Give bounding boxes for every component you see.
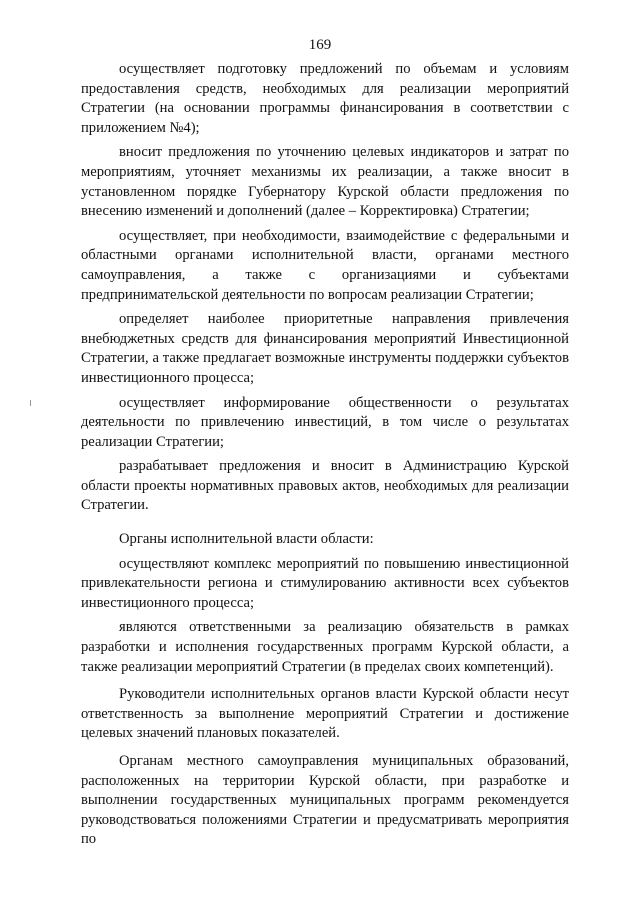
paragraph-state-programs: являются ответственными за реализацию обязательств в рамках разработки и исполнения государственных программ Курской области, а также реализации мероприятий Стратегии (в пределах своих компетенций). bbox=[81, 619, 569, 675]
paragraph-proposals-funding: осуществляет подготовку предложений по объемам и условиям предоставления средств, необходимых для реализации мероприятий Стратегии (на основании программы финансирования в соответствии с приложением №4); bbox=[81, 61, 569, 136]
scan-mark bbox=[30, 400, 31, 406]
paragraph-investment-attractiveness: осуществляют комплекс мероприятий по повышению инвестиционной привлекательности региона и стимулированию активности всех субъектов инвестиционного процесса; bbox=[81, 555, 569, 611]
page-number: 169 bbox=[308, 37, 332, 53]
paragraph-priority-directions: определяет наиболее приоритетные направления привлечения внебюджетных средств для финансирования мероприятий Инвестиционной Стратегии, а также предлагает возможные инструменты поддержки субъектов инвестиционного процесса; bbox=[81, 311, 569, 386]
paragraph-heads-responsibility: Руководители исполнительных органов власти Курской области несут ответственность за выполнение мероприятий Стратегии и достижение целевых значений плановых показателей. bbox=[81, 686, 569, 742]
paragraph-public-information: осуществляет информирование общественности о результатах деятельности по привлечению инвестиций, в том числе о результатах реализации Стратегии; bbox=[81, 394, 569, 450]
paragraph-legal-acts: разрабатывает предложения и вносит в Администрацию Курской области проекты нормативных правовых актов, необходимых для реализации Стратегии. bbox=[81, 458, 569, 514]
paragraph-local-self-government: Органам местного самоуправления муниципальных образований, расположенных на территории Курской области, при разработке и выполнении государственных муниципальных программ рекомендуется руководствоваться положениями Стратегии и предусматривать мероприятия по bbox=[81, 753, 569, 848]
body-text bbox=[81, 60, 569, 850]
paragraph-executive-bodies-heading: Органы исполнительной власти области: bbox=[119, 531, 374, 548]
paragraph-indicators-adjustment: вносит предложения по уточнению целевых индикаторов и затрат по мероприятиям, уточняет механизмы их реализации, а также вносит в установленном порядке Губернатору Курской области предложения по внесению изменений и дополнений (далее – Корректировка) Стратегии; bbox=[81, 144, 569, 220]
paragraph-interaction: осуществляет, при необходимости, взаимодействие с федеральными и областными органами исполнительной власти, органами местного самоуправления, а также с организациями и субъектами предпринимательской деятельности по вопросам реализации Стратегии; bbox=[81, 227, 569, 303]
